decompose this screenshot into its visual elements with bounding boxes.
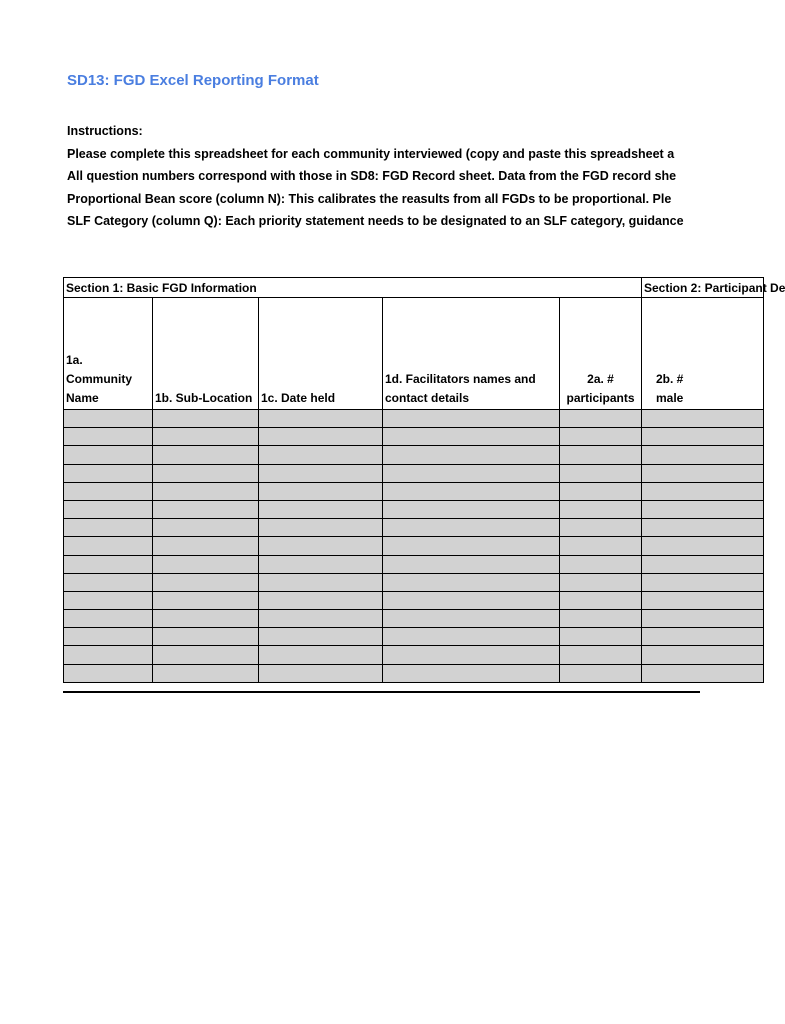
- table-cell[interactable]: [642, 482, 764, 500]
- table-cell[interactable]: [259, 591, 383, 609]
- table-cell[interactable]: [383, 446, 560, 464]
- table-cell[interactable]: [64, 664, 153, 682]
- table-cell[interactable]: [560, 610, 642, 628]
- table-cell[interactable]: [259, 537, 383, 555]
- table-cell[interactable]: [259, 610, 383, 628]
- table-cell[interactable]: [560, 555, 642, 573]
- table-cell[interactable]: [153, 464, 259, 482]
- table-cell[interactable]: [642, 500, 764, 518]
- table-cell[interactable]: [383, 482, 560, 500]
- document-title: SD13: FGD Excel Reporting Format: [67, 72, 319, 89]
- table-cell[interactable]: [153, 646, 259, 664]
- table-cell[interactable]: [383, 573, 560, 591]
- table-cell[interactable]: [642, 519, 764, 537]
- table-row: [64, 537, 764, 555]
- table-cell[interactable]: [642, 573, 764, 591]
- table-cell[interactable]: [64, 482, 153, 500]
- table-row: [64, 628, 764, 646]
- table-cell[interactable]: [64, 537, 153, 555]
- table-cell[interactable]: [259, 428, 383, 446]
- table-row: [64, 519, 764, 537]
- table-cell[interactable]: [560, 500, 642, 518]
- table-row: [64, 555, 764, 573]
- table-cell[interactable]: [560, 537, 642, 555]
- table-cell[interactable]: [153, 537, 259, 555]
- table-cell[interactable]: [560, 573, 642, 591]
- table-cell[interactable]: [383, 410, 560, 428]
- header-participants[interactable]: 2a. # participants: [560, 298, 642, 410]
- table-cell[interactable]: [383, 537, 560, 555]
- table-cell[interactable]: [153, 446, 259, 464]
- header-facilitators[interactable]: 1d. Facilitators names and contact details: [383, 298, 560, 410]
- table-cell[interactable]: [560, 646, 642, 664]
- table-cell[interactable]: [560, 428, 642, 446]
- table-row: [64, 482, 764, 500]
- table-cell[interactable]: [642, 628, 764, 646]
- instructions-heading: Instructions:: [67, 124, 143, 138]
- section-1-header[interactable]: Section 1: Basic FGD Information: [64, 278, 642, 298]
- table-cell[interactable]: [64, 500, 153, 518]
- table-cell[interactable]: [642, 428, 764, 446]
- table-cell[interactable]: [383, 428, 560, 446]
- table-cell[interactable]: [64, 610, 153, 628]
- column-header-row: [64, 298, 764, 410]
- header-male[interactable]: 2b. # male: [642, 298, 764, 410]
- table-cell[interactable]: [153, 500, 259, 518]
- table-cell[interactable]: [64, 555, 153, 573]
- table-row: [64, 664, 764, 682]
- header-date-held[interactable]: 1c. Date held: [259, 298, 383, 410]
- table-cell[interactable]: [259, 664, 383, 682]
- table-cell[interactable]: [259, 410, 383, 428]
- table-cell[interactable]: [259, 446, 383, 464]
- section-header-row: [64, 278, 764, 298]
- table-cell[interactable]: [642, 664, 764, 682]
- table-cell[interactable]: [64, 573, 153, 591]
- table-cell[interactable]: [64, 628, 153, 646]
- table-cell[interactable]: [383, 664, 560, 682]
- table-cell[interactable]: [642, 464, 764, 482]
- table-cell[interactable]: [642, 610, 764, 628]
- table-cell[interactable]: [153, 410, 259, 428]
- table-cell[interactable]: [153, 482, 259, 500]
- table-cell[interactable]: [642, 555, 764, 573]
- table-row: [64, 573, 764, 591]
- table-cell[interactable]: [642, 410, 764, 428]
- table-row: [64, 446, 764, 464]
- table-cell[interactable]: [383, 591, 560, 609]
- table-cell[interactable]: [383, 628, 560, 646]
- table-cell[interactable]: [153, 591, 259, 609]
- table-cell[interactable]: [560, 410, 642, 428]
- table-cell[interactable]: [560, 482, 642, 500]
- table-row: [64, 464, 764, 482]
- table-cell[interactable]: [560, 664, 642, 682]
- table-cell[interactable]: [259, 519, 383, 537]
- table-row: [64, 500, 764, 518]
- table-cell[interactable]: [259, 628, 383, 646]
- table-cell[interactable]: [64, 446, 153, 464]
- table-cell[interactable]: [383, 555, 560, 573]
- instruction-line: SLF Category (column Q): Each priority statement needs to be designated to an SLF category, guidance: [67, 214, 684, 228]
- spreadsheet-area: [63, 277, 785, 695]
- table-cell[interactable]: [383, 646, 560, 664]
- table-row: [64, 428, 764, 446]
- table-cell[interactable]: [642, 446, 764, 464]
- table-row: [64, 610, 764, 628]
- table-cell[interactable]: [383, 610, 560, 628]
- table-cell[interactable]: [153, 555, 259, 573]
- table-cell[interactable]: [153, 573, 259, 591]
- table-cell[interactable]: [64, 410, 153, 428]
- table-row: [64, 591, 764, 609]
- table-cell[interactable]: [259, 500, 383, 518]
- table-row: [64, 646, 764, 664]
- table-cell[interactable]: [153, 664, 259, 682]
- table-cell[interactable]: [560, 464, 642, 482]
- table-cell[interactable]: [560, 628, 642, 646]
- table-cell[interactable]: [259, 464, 383, 482]
- table-cell[interactable]: [383, 519, 560, 537]
- table-cell[interactable]: [153, 610, 259, 628]
- table-cell[interactable]: [259, 646, 383, 664]
- reporting-table: [63, 277, 785, 683]
- instruction-line: Please complete this spreadsheet for each community interviewed (copy and paste this spreadsheet a: [67, 146, 675, 161]
- table-cell[interactable]: [64, 428, 153, 446]
- table-cell[interactable]: [383, 500, 560, 518]
- table-cell[interactable]: [259, 573, 383, 591]
- instructions-block: [67, 120, 700, 233]
- table-cell[interactable]: [560, 446, 642, 464]
- table-cell[interactable]: [64, 646, 153, 664]
- table-cell[interactable]: [560, 591, 642, 609]
- table-cell[interactable]: [383, 464, 560, 482]
- table-cell[interactable]: [642, 537, 764, 555]
- table-row: [64, 410, 764, 428]
- table-cell[interactable]: [153, 428, 259, 446]
- table-cell[interactable]: [64, 591, 153, 609]
- table-cell[interactable]: [153, 628, 259, 646]
- table-cell[interactable]: [64, 519, 153, 537]
- table-cell[interactable]: [259, 555, 383, 573]
- table-cell[interactable]: [64, 464, 153, 482]
- instruction-line: All question numbers correspond with those in SD8: FGD Record sheet. Data from the FGD record she: [67, 169, 677, 183]
- section-2-header[interactable]: Section 2: Participant De: [642, 278, 764, 298]
- table-cell[interactable]: [560, 519, 642, 537]
- header-community-name[interactable]: 1a. Community Name: [64, 298, 153, 410]
- table-cell[interactable]: [259, 482, 383, 500]
- table-bottom-border: [63, 691, 700, 693]
- table-cell[interactable]: [153, 519, 259, 537]
- table-cell[interactable]: [642, 646, 764, 664]
- header-sub-location[interactable]: 1b. Sub-Location: [153, 298, 259, 410]
- table-cell[interactable]: [642, 591, 764, 609]
- instruction-line: Proportional Bean score (column N): This calibrates the reasults from all FGDs to be proportional. Ple: [67, 191, 672, 206]
